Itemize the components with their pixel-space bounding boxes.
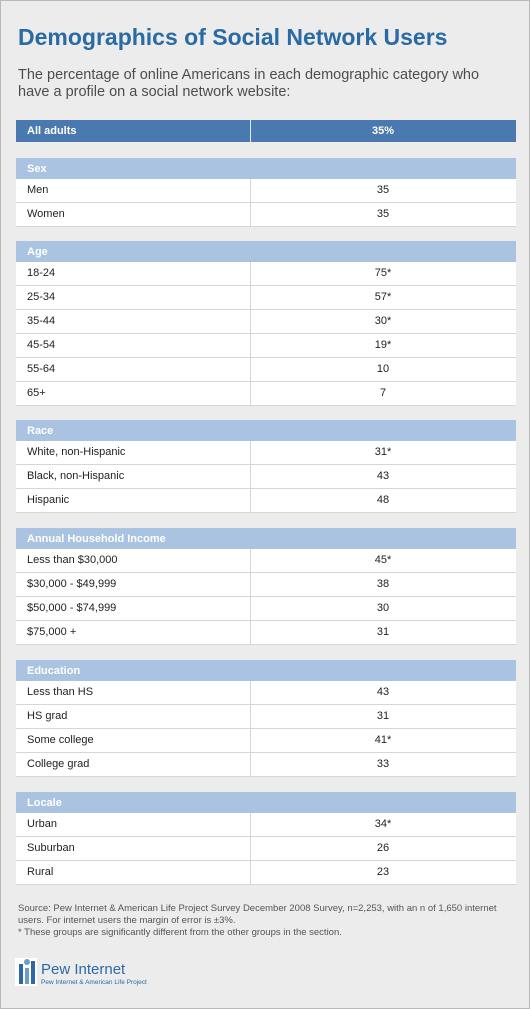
table-row: $50,000 - $74,999 30 <box>16 597 516 621</box>
significance-note: * These groups are significantly different from the other groups in the section. <box>18 927 342 938</box>
table-row: College grad 33 <box>16 753 516 777</box>
table-row: White, non-Hispanic 31* <box>16 441 516 465</box>
all-adults-label: All adults <box>27 125 77 137</box>
section-locale <box>16 792 516 885</box>
table-row: Black, non-Hispanic 43 <box>16 465 516 489</box>
logo-name: Pew Internet <box>41 961 126 978</box>
table-row: 45-54 19* <box>16 334 516 358</box>
table-row: 55-64 10 <box>16 358 516 382</box>
section-header: Locale <box>16 792 516 813</box>
table-row: Urban 34* <box>16 813 516 837</box>
table-row: 25-34 57* <box>16 286 516 310</box>
page-subtitle: The percentage of online Americans in each demographic category who have a profile on a social network website: <box>18 67 480 100</box>
table-row: Less than HS 43 <box>16 681 516 705</box>
section-age <box>16 241 516 406</box>
table-row: Women 35 <box>16 203 516 227</box>
section-education <box>16 660 516 777</box>
table-row: 65+ 7 <box>16 382 516 406</box>
page-title: Demographics of Social Network Users <box>18 24 448 50</box>
table-row: Suburban 26 <box>16 837 516 861</box>
section-header: Annual Household Income <box>16 528 516 549</box>
table-row: Men 35 <box>16 179 516 203</box>
table-row: $30,000 - $49,999 38 <box>16 573 516 597</box>
section-header: Age <box>16 241 516 262</box>
section-income <box>16 528 516 645</box>
logo-tagline: Pew Internet & American Life Project <box>41 979 147 986</box>
section-header: Sex <box>16 158 516 179</box>
section-race <box>16 420 516 513</box>
table-row: HS grad 31 <box>16 705 516 729</box>
table-row: Rural 23 <box>16 861 516 885</box>
table-row: Hispanic 48 <box>16 489 516 513</box>
section-sex <box>16 158 516 227</box>
source-note: Source: Pew Internet & American Life Project Survey December 2008 Survey, n=2,253, with an n of 1,650 internet users. For internet users the margin of error is ±3%. <box>18 903 497 926</box>
all-adults-header <box>16 120 516 142</box>
table-row: 18-24 75* <box>16 262 516 286</box>
section-header: Race <box>16 420 516 441</box>
table-row: Less than $30,000 45* <box>16 549 516 573</box>
all-adults-value: 35% <box>371 125 395 137</box>
table-row: 35-44 30* <box>16 310 516 334</box>
section-header: Education <box>16 660 516 681</box>
table-row: $75,000 + 31 <box>16 621 516 645</box>
footnote <box>18 903 518 939</box>
table-row: Some college 41* <box>16 729 516 753</box>
